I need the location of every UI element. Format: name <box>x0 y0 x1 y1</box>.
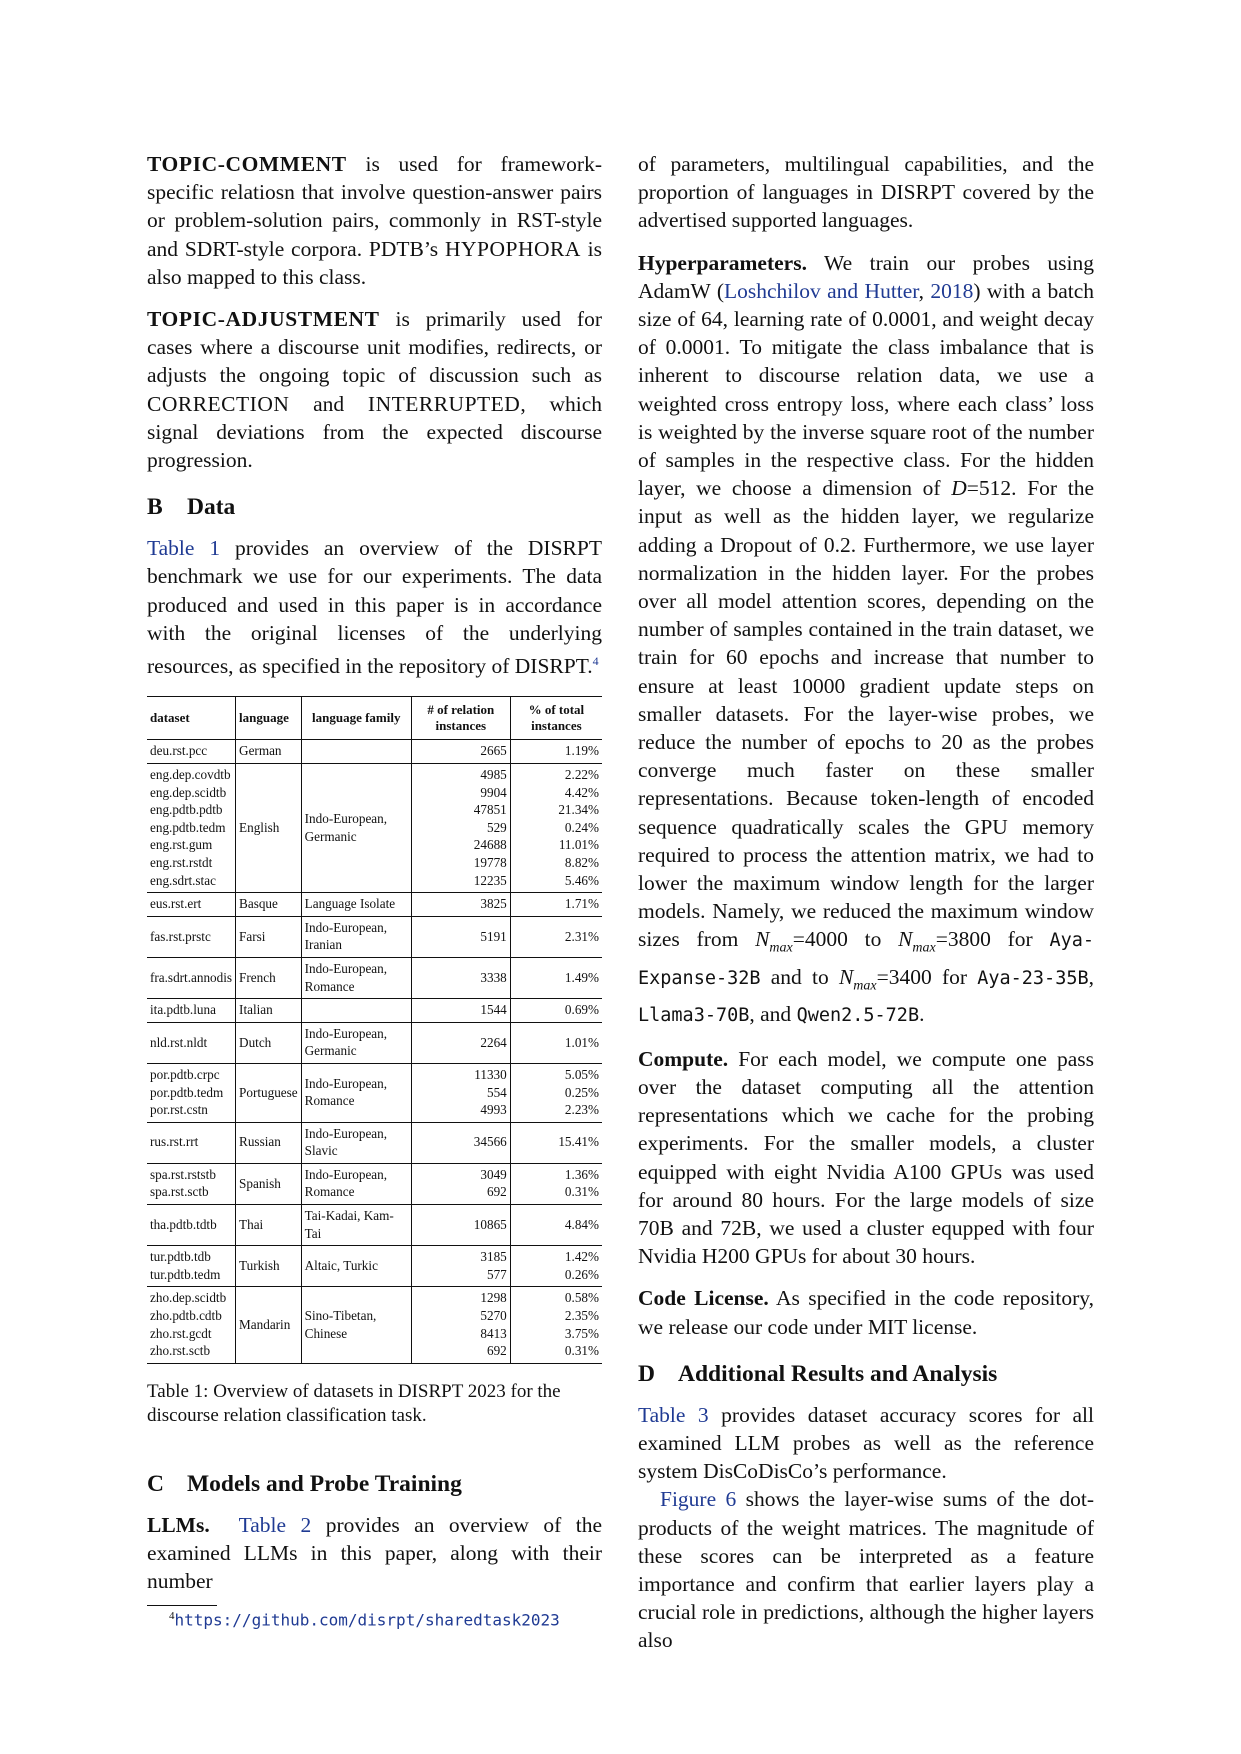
cell-dataset <box>147 999 236 1023</box>
cell-family: Indo-European, Iranian <box>301 916 411 957</box>
cell-dataset-item: ita.pdtb.luna <box>150 1002 216 1018</box>
model-aya-23: Aya-23-35B <box>977 967 1089 989</box>
n-max-sub-3: max <box>853 978 877 994</box>
table-row <box>147 957 602 998</box>
cell-dataset <box>147 1287 236 1363</box>
cell-percent <box>510 1287 602 1363</box>
header-relations: # of relation instances <box>411 697 510 740</box>
llms-paragraph <box>147 1511 602 1596</box>
sep-1: , <box>1088 964 1094 989</box>
cell-dataset <box>147 957 236 998</box>
cell-dataset <box>147 1246 236 1287</box>
model-llama3: Llama3-70B <box>638 1005 750 1027</box>
header-percent: % of total instances <box>510 697 602 740</box>
datasets-table-body <box>147 740 602 1363</box>
cell-percent-item: 15.41% <box>558 1134 599 1150</box>
topic-comment-text-end: is also mapped to this class. <box>147 236 602 289</box>
section-d-number: D <box>638 1360 655 1387</box>
cell-relations-item: 19778 <box>473 854 507 870</box>
cell-percent-item: 1.71% <box>564 896 599 912</box>
cell-percent-item: 5.05% <box>564 1066 599 1082</box>
cell-relations-item: 3049 <box>480 1166 507 1182</box>
cell-relations-item: 9904 <box>480 784 507 800</box>
n-max-sub-2: max <box>912 940 936 956</box>
table-row <box>147 1163 602 1204</box>
cell-percent-item: 2.22% <box>564 767 599 782</box>
cell-language: French <box>236 957 302 998</box>
cell-percent-item: 0.69% <box>564 1002 599 1018</box>
hyper-end: . <box>919 1002 925 1027</box>
figure-6-link[interactable]: Figure 6 <box>660 1487 737 1512</box>
n-max-sub-1: max <box>769 940 793 956</box>
cell-family: Indo-European, Germanic <box>301 764 411 893</box>
window-value-1: =4000 to <box>792 927 899 952</box>
cell-relations-item: 554 <box>486 1084 507 1100</box>
results-text-2: shows the layer-wise sums of the dot-products of the weight matrices. The magnitude of these scores can be interpreted as a feature importance and confirm that earlier layers play a crucial role in predictions, although the higher layers also <box>638 1487 1094 1653</box>
cell-dataset-item: eng.dep.scidtb <box>150 784 227 800</box>
cell-percent-item: 8.82% <box>564 854 599 870</box>
table-row <box>147 916 602 957</box>
license-head: Code License. <box>638 1286 769 1311</box>
right-column <box>638 150 1094 1655</box>
table-row <box>147 1287 602 1363</box>
model-aya-expanse: Aya-Expanse-32B <box>638 930 1094 989</box>
cell-dataset-item: eng.pdtb.pdtb <box>150 802 223 818</box>
cell-percent-item: 2.31% <box>564 928 599 944</box>
cell-percent-item: 0.58% <box>564 1290 599 1306</box>
header-dataset: dataset <box>147 697 236 740</box>
table-row <box>147 999 602 1023</box>
dim-variable: D <box>951 476 967 501</box>
cell-dataset-item: nld.rst.nldt <box>150 1034 208 1050</box>
left-column <box>147 150 602 1631</box>
cell-dataset <box>147 1163 236 1204</box>
cell-family: Altaic, Turkic <box>301 1246 411 1287</box>
sep-2: , and <box>749 1002 797 1027</box>
topic-adjustment-text: is primarily used for cases where a discourse unit modifies, redirects, or adjusts the ongoing topic of discussion such as <box>147 307 602 388</box>
cell-relations-item: 1298 <box>480 1290 507 1306</box>
topic-adjustment-text-end: , which signal deviations from the expected discourse progression. <box>147 391 603 473</box>
header-language: language <box>236 697 302 740</box>
table-caption: Table 1: Overview of datasets in DISRPT 2023 for the discourse relation classification task. <box>147 1380 561 1427</box>
cell-relations <box>411 1205 510 1246</box>
cell-dataset <box>147 916 236 957</box>
cell-percent-item: 0.31% <box>564 1184 599 1200</box>
results-paragraph-2 <box>638 1485 1094 1654</box>
cell-dataset <box>147 1205 236 1246</box>
cell-percent <box>510 893 602 917</box>
cell-percent-item: 2.23% <box>564 1102 599 1118</box>
cell-percent <box>510 1022 602 1063</box>
hyperparameters-head: Hyperparameters. <box>638 250 807 275</box>
cell-relations-item: 2665 <box>480 743 507 759</box>
table-row <box>147 1022 602 1063</box>
cell-dataset-item: tur.pdtb.tedm <box>150 1266 221 1282</box>
cell-percent-item: 11.01% <box>558 837 599 853</box>
cell-relations <box>411 1163 510 1204</box>
cell-relations-item: 3185 <box>480 1249 507 1265</box>
cell-family <box>301 999 411 1023</box>
llms-text: provides an overview of the examined LLMs in this paper, along with their number <box>147 1512 602 1594</box>
cell-language: English <box>236 764 302 893</box>
cell-language: German <box>236 740 302 764</box>
correction-term: CORRECTION <box>147 391 290 416</box>
compute-paragraph <box>638 1045 1094 1271</box>
cell-dataset-item: fra.sdrt.annodis <box>150 969 233 985</box>
footnote-rule <box>147 1605 217 1606</box>
cell-family: Indo-European, Romance <box>301 957 411 998</box>
cell-relations-item: 692 <box>486 1343 507 1359</box>
cell-family: Indo-European, Germanic <box>301 1022 411 1063</box>
cell-percent <box>510 957 602 998</box>
cell-percent <box>510 1063 602 1122</box>
cell-relations-item: 3825 <box>480 896 507 912</box>
cell-percent <box>510 916 602 957</box>
footnote-url[interactable]: https://github.com/disrpt/sharedtask2023 <box>174 1610 560 1630</box>
cell-relations <box>411 764 510 893</box>
cell-dataset <box>147 764 236 893</box>
cell-relations-item: 47851 <box>473 802 507 818</box>
topic-adjustment-paragraph <box>147 305 602 474</box>
cell-language: Mandarin <box>236 1287 302 1363</box>
cite-sep: , <box>918 278 931 303</box>
topic-comment-term: TOPIC-COMMENT <box>147 152 347 176</box>
cell-relations <box>411 1122 510 1163</box>
table-row <box>147 764 602 893</box>
cell-dataset-item: zho.pdtb.cdtb <box>150 1308 222 1324</box>
table-row <box>147 1122 602 1163</box>
cell-relations-item: 529 <box>486 819 507 835</box>
section-d-heading <box>638 1359 1094 1389</box>
footnote-4 <box>147 1610 602 1630</box>
license-paragraph <box>638 1284 1094 1340</box>
cell-percent-item: 1.01% <box>564 1034 599 1050</box>
cell-percent <box>510 740 602 764</box>
table-row <box>147 1246 602 1287</box>
data-paragraph <box>147 534 602 680</box>
cell-dataset-item: eng.sdrt.stac <box>150 872 216 888</box>
cell-dataset-item: spa.rst.rststb <box>150 1166 216 1182</box>
model-qwen: Qwen2.5-72B <box>796 1005 920 1027</box>
cell-percent-item: 1.36% <box>564 1166 599 1182</box>
cell-percent <box>510 1163 602 1204</box>
cell-relations-item: 1544 <box>480 1002 507 1018</box>
cell-language: Spanish <box>236 1163 302 1204</box>
section-b-number: B <box>147 494 163 521</box>
cell-language: Thai <box>236 1205 302 1246</box>
table-1-link[interactable]: Table 1 <box>147 536 221 561</box>
cell-language: Italian <box>236 999 302 1023</box>
n-max-var-1: N <box>755 927 770 952</box>
cell-percent-item: 4.84% <box>564 1216 599 1232</box>
dim-value: =512 <box>966 476 1012 501</box>
cell-language: Russian <box>236 1122 302 1163</box>
cell-relations-item: 4985 <box>480 767 507 782</box>
cell-percent-item: 2.35% <box>564 1308 599 1324</box>
hyperparameters-paragraph <box>638 249 1094 1031</box>
section-c-number: C <box>147 1470 164 1497</box>
cell-percent-item: 1.19% <box>564 743 599 759</box>
footnote-number: 4 <box>169 1610 175 1623</box>
cell-percent-item: 1.42% <box>564 1249 599 1265</box>
cell-relations-item: 3338 <box>480 969 507 985</box>
table-row <box>147 893 602 917</box>
hyper-text-1: We train our probes using AdamW ( <box>638 250 1094 303</box>
cell-language: Dutch <box>236 1022 302 1063</box>
topic-comment-paragraph <box>147 150 602 291</box>
cell-family: Indo-European, Romance <box>301 1063 411 1122</box>
cell-relations-item: 4993 <box>480 1102 507 1118</box>
table-2-link[interactable]: Table 2 <box>238 1512 312 1537</box>
cell-dataset-item: eng.dep.covdtb <box>150 767 231 782</box>
loshchilov-citation[interactable]: Loshchilov and Hutter <box>724 278 919 303</box>
cell-percent-item: 0.25% <box>564 1084 599 1100</box>
cell-relations-item: 24688 <box>473 837 507 853</box>
topic-comment-text: is used for framework-specific relatiosn that involve question-answer pairs or problem-solution pairs, commonly in RST-style and SDRT-style corpora. PDTB’s <box>147 152 602 261</box>
cell-dataset-item: spa.rst.sctb <box>150 1184 209 1200</box>
cell-relations-item: 10865 <box>473 1216 507 1232</box>
cell-dataset-item: zho.rst.sctb <box>150 1343 211 1359</box>
cell-dataset-item: tha.pdtb.tdtb <box>150 1216 217 1232</box>
cell-dataset-item: eng.rst.rstdt <box>150 854 213 870</box>
table-row <box>147 1063 602 1122</box>
cell-relations <box>411 1287 510 1363</box>
cell-language: Portuguese <box>236 1063 302 1122</box>
cell-relations-item: 692 <box>486 1184 507 1200</box>
cell-family: Indo-European, Slavic <box>301 1122 411 1163</box>
cell-relations-item: 5191 <box>480 928 507 944</box>
cell-dataset-item: eus.rst.ert <box>150 896 202 912</box>
cell-relations-item: 12235 <box>473 872 507 888</box>
cell-relations-item: 11330 <box>474 1066 507 1082</box>
cell-percent <box>510 999 602 1023</box>
window-value-2: =3800 for <box>935 927 1050 952</box>
section-b-heading <box>147 492 602 522</box>
hypophora-term: HYPOPHORA <box>444 236 581 261</box>
cell-family: Indo-European, Romance <box>301 1163 411 1204</box>
cell-relations <box>411 740 510 764</box>
cell-percent <box>510 1122 602 1163</box>
cell-relations <box>411 1022 510 1063</box>
interrupted-term: INTERRUPTED <box>367 391 521 416</box>
cell-dataset-item: deu.rst.pcc <box>150 743 208 759</box>
cell-dataset-item: eng.rst.gum <box>150 837 213 853</box>
llms-continuation: of parameters, multilingual capabilities, and the proportion of languages in DISRPT covered by the advertised supported languages. <box>638 152 1094 233</box>
table-row <box>147 740 602 764</box>
table-3-link[interactable]: Table 3 <box>638 1402 709 1427</box>
table-row <box>147 1205 602 1246</box>
cell-relations-item: 5270 <box>480 1308 507 1324</box>
cell-dataset-item: zho.dep.scidtb <box>150 1290 227 1306</box>
cell-dataset-item: por.pdtb.tedm <box>150 1084 224 1100</box>
cell-language: Farsi <box>236 916 302 957</box>
cell-dataset-item: rus.rst.rrt <box>150 1134 199 1150</box>
llms-head: LLMs. <box>147 1512 210 1537</box>
cell-percent <box>510 1205 602 1246</box>
cell-language: Turkish <box>236 1246 302 1287</box>
cell-relations <box>411 1063 510 1122</box>
cell-relations <box>411 957 510 998</box>
cell-percent-item: 0.24% <box>564 819 599 835</box>
cell-percent-item: 5.46% <box>564 872 599 888</box>
section-c-heading <box>147 1469 602 1499</box>
cell-dataset-item: zho.rst.gcdt <box>150 1325 212 1341</box>
cell-dataset-item: fas.rst.prstc <box>150 928 211 944</box>
hyper-text-3: . For the input as well as the hidden layer, we regularize adding a Dropout of 0.2. Furthermore, we use layer normalization in the hidden layer. For the probes over all model attention scores, depending on the number of samples contained in the train dataset, we train for 60 epochs and increase that number to ensure at least 10000 gradient update steps on smaller datasets. For the layer-wise probes, we reduce the number of epochs to 20 as the probes converge much faster on these smaller representations. Because token-length of encoded sequence quadratically scales the GPU memory required to process the attention matrix, we had to lower the maximum window length for the larger models. Namely, we reduced the maximum window sizes from <box>638 476 1094 952</box>
hyper-text-4: and to <box>760 964 839 989</box>
cell-language: Basque <box>236 893 302 917</box>
cell-dataset-item: tur.pdtb.tdb <box>150 1249 211 1265</box>
section-c-title: Models and Probe Training <box>187 1470 462 1497</box>
data-text: provides an overview of the DISRPT benchmark we use for our experiments. The data produced and used in this paper is in accordance with the original licenses of the underlying resources, as specified in the repository of DISRPT. <box>147 536 602 679</box>
cell-family: Tai-Kadai, Kam-Tai <box>301 1205 411 1246</box>
cell-family <box>301 740 411 764</box>
datasets-table <box>147 696 602 1363</box>
and-text: and <box>289 391 368 416</box>
cell-percent-item: 0.31% <box>564 1343 599 1359</box>
cell-relations-item: 2264 <box>480 1034 507 1050</box>
results-paragraph-1 <box>638 1401 1094 1486</box>
cell-relations <box>411 893 510 917</box>
cell-relations-item: 8413 <box>480 1325 507 1341</box>
cell-family: Language Isolate <box>301 893 411 917</box>
compute-text: For each model, we compute one pass over the dataset computing all the attention representations which we cache for the probing experiments. For the smaller models, a cluster equipped with eight Nvidia A100 GPUs was used for around 80 hours. For the large models of size 70B and 72B, we used a cluster equpped with four Nvidia H200 GPUs for about 30 hours. <box>638 1046 1094 1269</box>
cell-percent-item: 3.75% <box>564 1325 599 1341</box>
cell-dataset-item: por.rst.cstn <box>150 1102 208 1118</box>
license-text: As specified in the code repository, we release our code under MIT license. <box>638 1286 1094 1339</box>
cell-dataset <box>147 1063 236 1122</box>
cell-relations <box>411 916 510 957</box>
results-text-1: provides dataset accuracy scores for all examined LLM probes as well as the reference system DisCoDisCo’s performance. <box>638 1402 1094 1484</box>
section-b-title: Data <box>187 494 236 521</box>
cell-dataset-item: eng.pdtb.tedm <box>150 819 226 835</box>
cell-dataset <box>147 1022 236 1063</box>
cell-relations-item: 34566 <box>473 1134 507 1150</box>
n-max-var-3: N <box>838 964 854 989</box>
cell-percent <box>510 764 602 893</box>
header-family: language family <box>301 697 411 740</box>
cell-dataset <box>147 740 236 764</box>
hyper-text-2: ) with a batch size of 64, learning rate of 0.0001, and weight decay of 0.0001. To mitigate the class imbalance that is inherent to discourse relation data, we use a weighted cross entropy loss, where each class’ loss is weighted by the inverse square root of the number of samples in the respective class. For the hidden layer, we choose a dimension of <box>638 278 1094 501</box>
cell-dataset <box>147 893 236 917</box>
cell-family: Sino-Tibetan, Chinese <box>301 1287 411 1363</box>
cell-percent <box>510 1246 602 1287</box>
cell-percent-item: 0.26% <box>564 1266 599 1282</box>
compute-head: Compute. <box>638 1046 729 1071</box>
cell-percent-item: 21.34% <box>558 802 599 818</box>
cell-percent-item: 4.42% <box>564 784 599 800</box>
cell-relations-item: 577 <box>486 1266 507 1282</box>
footnote-4-marker[interactable]: 4 <box>592 654 599 669</box>
window-value-3: =3400 for <box>876 964 978 989</box>
cell-relations <box>411 1246 510 1287</box>
citation-year[interactable]: 2018 <box>930 278 974 303</box>
cell-dataset-item: por.pdtb.crpc <box>150 1066 220 1082</box>
topic-adjustment-term: TOPIC-ADJUSTMENT <box>147 307 380 332</box>
cell-relations <box>411 999 510 1023</box>
cell-dataset <box>147 1122 236 1163</box>
n-max-var-2: N <box>898 927 913 952</box>
section-d-title: Additional Results and Analysis <box>678 1360 998 1387</box>
cell-percent-item: 1.49% <box>564 969 599 985</box>
